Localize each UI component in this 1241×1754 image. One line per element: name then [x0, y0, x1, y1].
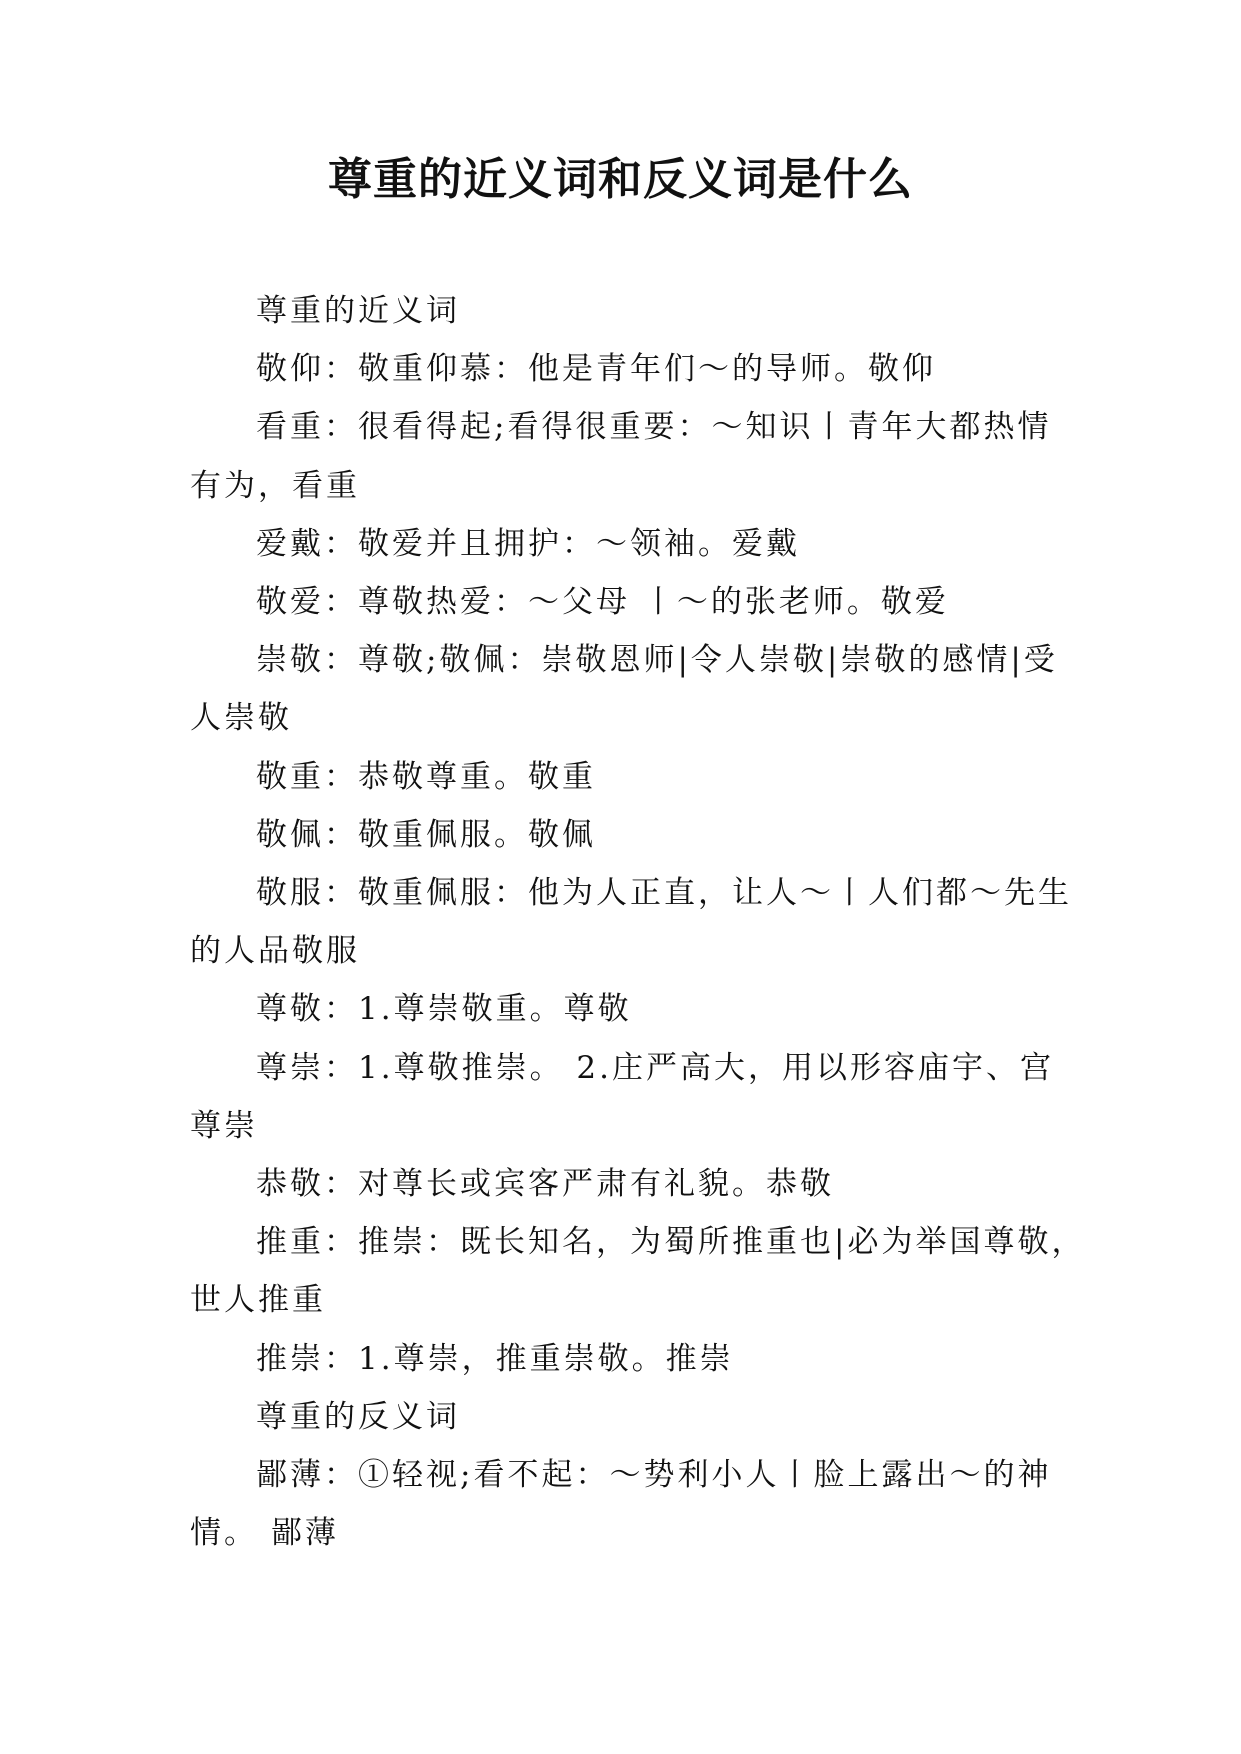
- paragraph-continuation-line: 情。 鄙薄: [190, 1515, 339, 1552]
- paragraph-line: 敬服：敬重佩服：他为人正直，让人～丨人们都～先生: [256, 875, 1072, 912]
- paragraph-line: 敬佩：敬重佩服。敬佩: [256, 816, 596, 853]
- paragraph-line: 敬爱：尊敬热爱：～父母 丨～的张老师。敬爱: [256, 584, 949, 621]
- document-body: [190, 282, 1086, 1562]
- paragraph-continuation-line: 有为，看重: [190, 467, 360, 504]
- paragraph-line: 恭敬：对尊长或宾客严肃有礼貌。恭敬: [256, 1166, 834, 1203]
- paragraph-line: 尊崇：1.尊敬推崇。 2.庄严高大，用以形容庙宇、宫: [256, 1049, 1055, 1086]
- paragraph-continuation-line: 人崇敬: [190, 700, 292, 737]
- paragraph-continuation-line: 的人品敬服: [190, 933, 360, 970]
- paragraph-line: 敬重：恭敬尊重。敬重: [256, 758, 596, 795]
- paragraph-line: 崇敬：尊敬;敬佩：崇敬恩师|令人崇敬|崇敬的感情|受: [256, 642, 1058, 679]
- paragraph-line: 尊重的近义词: [256, 293, 460, 329]
- paragraph-line: 敬仰：敬重仰慕：他是青年们～的导师。敬仰: [256, 351, 936, 388]
- paragraph-continuation-line: 世人推重: [190, 1282, 326, 1319]
- document-title: 尊重的近义词和反义词是什么: [328, 154, 913, 205]
- paragraph-line: 鄙薄：①轻视;看不起：～势利小人丨脸上露出～的神: [256, 1457, 1052, 1494]
- paragraph-line: 推重：推崇：既长知名，为蜀所推重也|必为举国尊敬，: [256, 1224, 1086, 1261]
- paragraph-line: 尊重的反义词: [256, 1398, 460, 1435]
- paragraph-line: 推崇：1.尊崇，推重崇敬。推崇: [256, 1340, 734, 1377]
- paragraph-line: 爱戴：敬爱并且拥护：～领袖。爱戴: [256, 525, 800, 562]
- paragraph-line: 看重：很看得起;看得很重要：～知识丨青年大都热情: [256, 409, 1052, 446]
- paragraph-line: 尊敬：1.尊崇敬重。尊敬: [256, 991, 632, 1028]
- paragraph-continuation-line: 尊崇: [190, 1107, 258, 1144]
